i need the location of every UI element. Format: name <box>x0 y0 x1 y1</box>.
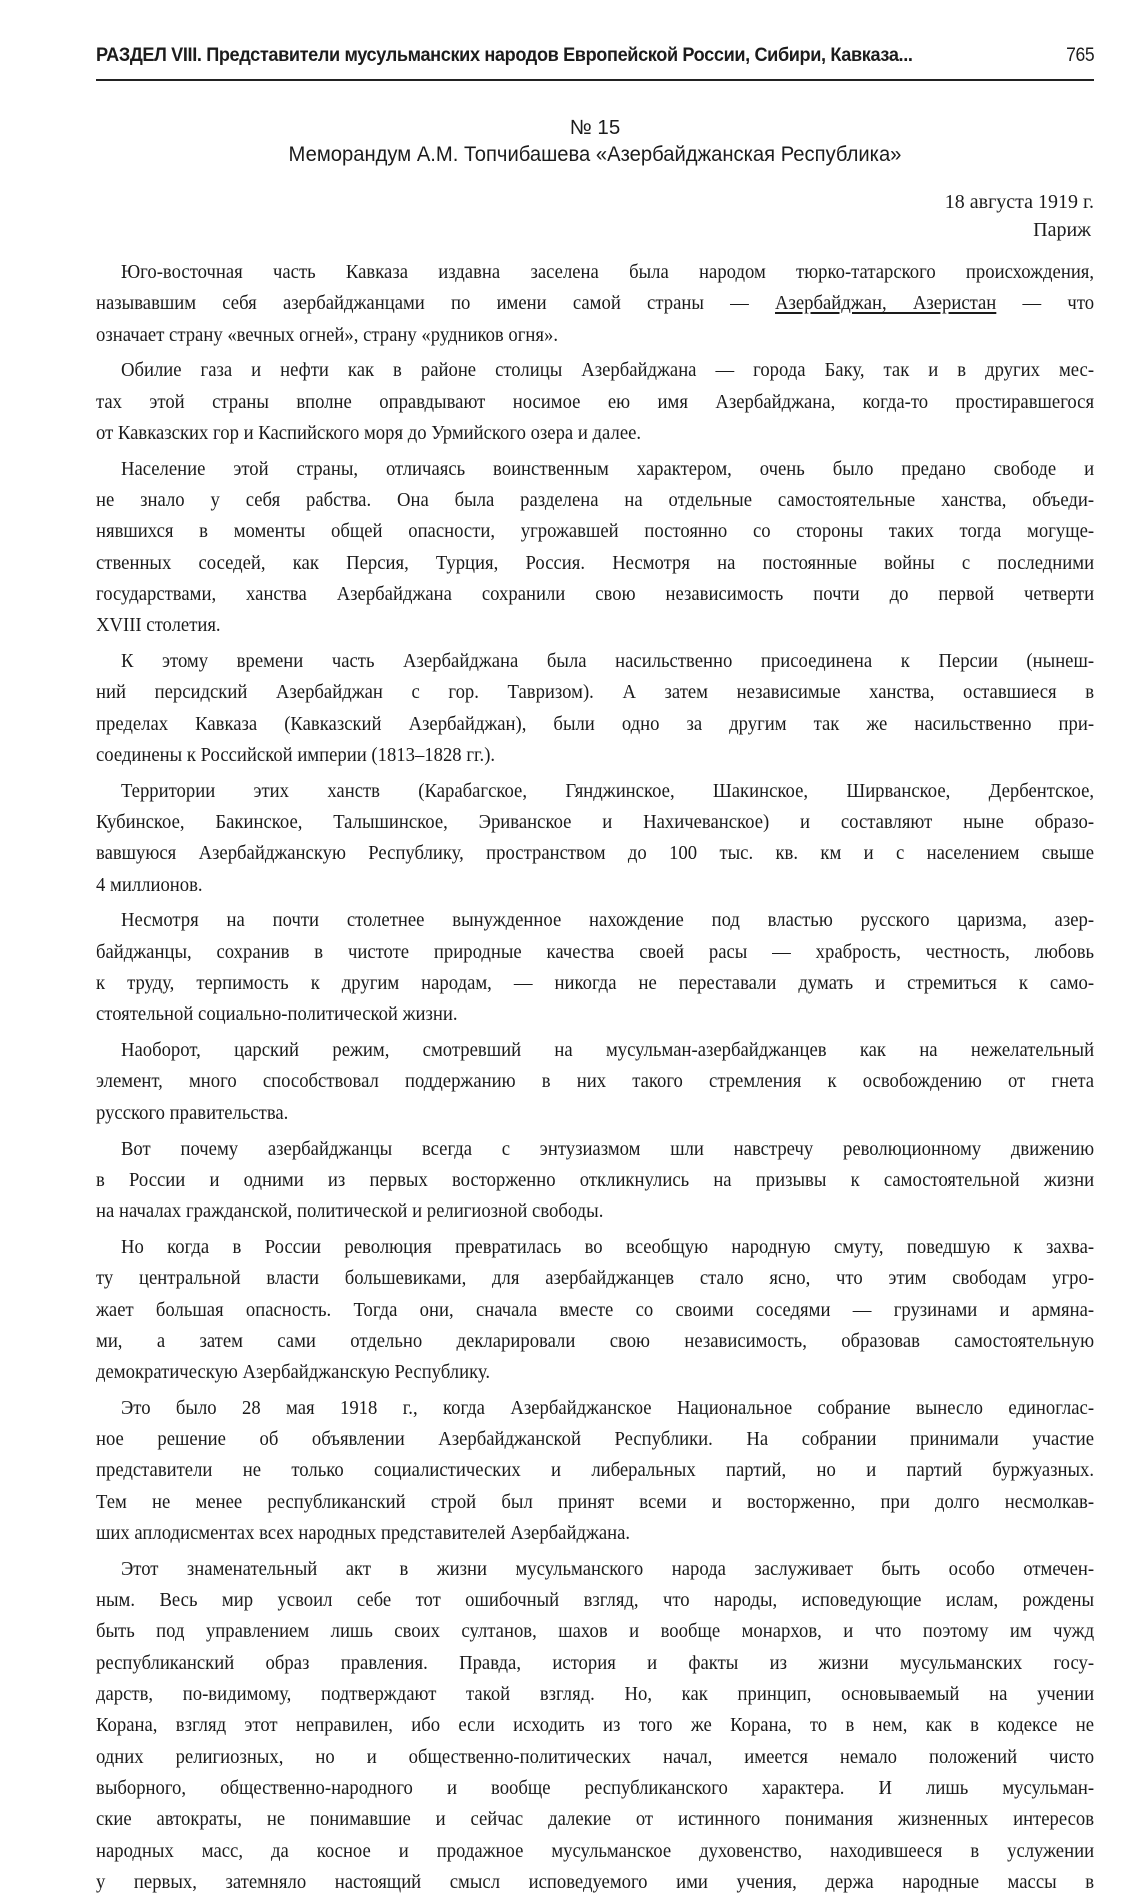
text-line <box>96 1648 1094 1679</box>
text-line <box>96 1165 1094 1196</box>
line-text: демократическую Азербайджанскую Республику. <box>96 1361 491 1384</box>
text-line <box>96 320 1094 351</box>
line-text: — что <box>996 292 1095 315</box>
running-head-section: РАЗДЕЛ VIII. Представители мусульманских народов Европейской России, Сибири, Кавказа... <box>96 44 913 66</box>
underlined-country-names: Азербайджан, Азеристан <box>775 292 997 315</box>
line-text: ным. Весь мир усвоил себе тот ошибочный взгляд, что народы, исповедующие ислам, рождены <box>96 1589 1095 1612</box>
text-line <box>96 1554 1094 1585</box>
line-text: жает большая опасность. Тогда они, сначала вместе со своими соседями — грузинами и армяна- <box>96 1298 1095 1321</box>
line-text: называвшим себя азербайджанцами по имени самой страны — <box>96 292 776 315</box>
line-text: одних религиозных, но и общественно-политических начал, имеется немало положений чисто <box>96 1745 1095 1768</box>
line-text: Это было 28 мая 1918 г., когда Азербайджанское Национальное собрание вынесло единоглас- <box>120 1396 1095 1419</box>
line-text: у первых, затемняло настоящий смысл исповедуемого ими учения, держа народные массы в <box>96 1870 1095 1893</box>
text-line <box>96 1773 1094 1804</box>
line-text: Этот знаменательный акт в жизни мусульманского народа заслуживает быть особо отмечен- <box>120 1557 1095 1580</box>
line-text: Тем не менее республиканский строй был принят всеми и восторженно, при долго несмолкав- <box>96 1490 1095 1513</box>
text-line <box>96 646 1094 677</box>
text-line <box>96 1393 1094 1424</box>
line-text: 4 миллионов. <box>96 873 203 896</box>
dateline <box>945 188 1094 244</box>
text-line <box>96 870 1094 901</box>
line-text: представители не только социалистических и либеральных партий, но и партий буржуазных. <box>96 1459 1095 1482</box>
text-line <box>96 548 1094 579</box>
text-line <box>96 1066 1094 1097</box>
text-line <box>96 1804 1094 1835</box>
line-text: выборного, общественно-народного и вообще республиканского характера. И лишь мусульман- <box>96 1776 1095 1799</box>
text-line <box>96 355 1094 386</box>
text-line <box>96 1357 1094 1388</box>
page-number: 765 <box>1065 44 1094 66</box>
line-text: XVIII столетия. <box>96 614 221 637</box>
line-text: тах этой страны вполне оправдывают носимое ею имя Азербайджана, когда-то простиравшегося <box>96 390 1095 413</box>
text-line <box>96 1134 1094 1165</box>
line-text: Территории этих ханств (Карабагское, Гянджинское, Шакинское, Ширванское, Дербентское, <box>120 779 1095 802</box>
line-text: быть под управлением лишь своих султанов, шахов и вообще монархов, и что поэтому им чужд <box>96 1620 1095 1643</box>
text-line <box>96 999 1094 1030</box>
text-line <box>96 257 1094 288</box>
paragraph <box>96 1035 1094 1129</box>
text-line <box>96 1098 1094 1129</box>
text-line <box>96 1742 1094 1773</box>
line-text: ний персидский Азербайджан с гор. Тавризом). А затем независимые ханства, оставшиеся в <box>96 681 1095 704</box>
paragraph <box>96 646 1094 771</box>
line-text: к труду, терпимость к другим народам, — никогда не переставали думать и стремиться к само- <box>96 972 1095 995</box>
paragraph <box>96 355 1094 449</box>
line-text: Обилие газа и нефти как в районе столицы Азербайджана — города Баку, так и в других мес- <box>120 359 1095 382</box>
line-text: ственных соседей, как Персия, Турция, Россия. Несмотря на постоянные войны с последними <box>96 551 1095 574</box>
document-title: Меморандум А.М. Топчибашева «Азербайджанская Республика» <box>288 142 902 166</box>
document-number: № 15 <box>569 116 621 139</box>
text-line <box>96 1836 1094 1867</box>
line-text: байджанцы, сохранив в чистоте природные качества своей расы — храбрость, честность, любовь <box>96 940 1095 963</box>
line-text: ное решение об объявлении Азербайджанской Республики. На собрании принимали участие <box>96 1428 1095 1451</box>
text-line <box>96 677 1094 708</box>
line-text: вавшуюся Азербайджанскую Республику, пространством до 100 тыс. кв. км и с населением свыше <box>96 842 1095 865</box>
paragraph <box>96 1232 1094 1388</box>
body-text <box>96 257 1094 1903</box>
text-line <box>96 454 1094 485</box>
line-text: означает страну «вечных огней», страну «рудников огня». <box>96 323 558 346</box>
paragraph <box>96 1134 1094 1228</box>
text-line <box>96 709 1094 740</box>
text-line <box>96 1679 1094 1710</box>
text-line <box>96 1035 1094 1066</box>
paragraph <box>96 1554 1094 1898</box>
document-date: 18 августа 1919 г. <box>944 191 1094 213</box>
line-text: Население этой страны, отличаясь воинственным характером, очень было предано свободе и <box>120 457 1095 480</box>
text-line <box>96 937 1094 968</box>
text-line <box>96 1518 1094 1549</box>
line-text: Юго-восточная часть Кавказа издавна заселена была народом тюрко-татарского происхождения, <box>120 261 1095 283</box>
running-head <box>96 44 1094 67</box>
text-line <box>96 1455 1094 1486</box>
line-text: от Кавказских гор и Каспийского моря до Урмийского озера и далее. <box>96 421 642 444</box>
paragraph <box>96 1393 1094 1549</box>
line-text: дарств, по-видимому, подтверждают такой взгляд. Но, как принцип, основываемый на учении <box>96 1683 1095 1706</box>
paragraph <box>96 454 1094 642</box>
text-line <box>96 838 1094 869</box>
line-text: Вот почему азербайджанцы всегда с энтузиазмом шли навстречу революционному движению <box>120 1137 1095 1160</box>
line-text: ших аплодисментах всех народных представителей Азербайджана. <box>96 1522 631 1545</box>
text-line <box>96 807 1094 838</box>
text-line <box>96 776 1094 807</box>
line-text: Кубинское, Бакинское, Талышинское, Эриванское и Нахичеванское) и составляют ныне образо- <box>96 811 1095 834</box>
text-line <box>96 1295 1094 1326</box>
line-text: народных масс, да косное и продажное мусульманское духовенство, находившееся в услужении <box>96 1839 1095 1862</box>
text-line <box>96 1263 1094 1294</box>
line-text: в России и одними из первых восторженно откликнулись на призывы к самостоятельной жизни <box>96 1168 1095 1191</box>
text-line <box>96 579 1094 610</box>
text-line <box>96 485 1094 516</box>
line-text: Наоборот, царский режим, смотревший на мусульман-азербайджанцев как на нежелательный <box>120 1039 1095 1062</box>
text-line <box>96 610 1094 641</box>
line-text: ми, а затем сами отдельно декларировали свою независимость, образовав самостоятельную <box>96 1329 1095 1352</box>
text-line <box>96 1326 1094 1357</box>
text-line <box>96 740 1094 771</box>
line-text: государствами, ханства Азербайджана сохранили свою независимость почти до первой четверти <box>96 582 1095 605</box>
paragraph <box>96 905 1094 1030</box>
text-line <box>96 1196 1094 1227</box>
text-line <box>96 1232 1094 1263</box>
line-text: русского правительства. <box>96 1101 289 1124</box>
line-text: ские автократы, не понимавшие и сейчас далекие от истинного понимания жизненных интересов <box>96 1808 1095 1831</box>
line-text: нявшихся в моменты общей опасности, угрожавшей постоянно со стороны таких тогда могуще- <box>96 520 1095 543</box>
text-line <box>96 1585 1094 1616</box>
text-line <box>96 1424 1094 1455</box>
line-text: ту центральной власти большевиками, для азербайджанцев стало ясно, что этим свободам угро- <box>96 1267 1095 1290</box>
line-text: республиканский образ правления. Правда, история и факты из жизни мусульманских госу- <box>96 1651 1095 1674</box>
text-line <box>96 1616 1094 1647</box>
paragraph <box>96 776 1094 901</box>
text-line <box>96 1487 1094 1518</box>
text-line <box>96 1867 1094 1898</box>
text-line <box>96 418 1094 449</box>
line-text: стоятельной социально-политической жизни. <box>96 1003 458 1026</box>
line-text: пределах Кавказа (Кавказский Азербайджан), были одно за другим так же насильственно при- <box>96 712 1095 735</box>
text-line <box>96 288 1094 319</box>
text-line <box>96 387 1094 418</box>
line-text: не знало у себя рабства. Она была разделена на отдельные самостоятельные ханства, объеди- <box>96 489 1095 512</box>
paragraph <box>96 257 1094 351</box>
text-line <box>96 1710 1094 1741</box>
line-text: соединены к Российской империи (1813–1828 гг.). <box>96 743 496 766</box>
document-place: Париж <box>1033 219 1091 241</box>
text-line <box>96 516 1094 547</box>
line-text: Но когда в России революция превратилась во всеобщую народную смуту, поведшую к захва- <box>120 1235 1095 1258</box>
line-text: элемент, много способствовал поддержанию в них такого стремления к освобождению от гнета <box>96 1070 1095 1093</box>
line-text: К этому времени часть Азербайджана была насильственно присоединена к Персии (нынеш- <box>120 650 1095 673</box>
text-line <box>96 905 1094 936</box>
header-rule <box>96 79 1094 81</box>
line-text: на началах гражданской, политической и религиозной свободы. <box>96 1200 604 1223</box>
line-text: Несмотря на почти столетнее вынужденное нахождение под властью русского царизма, азер- <box>120 909 1095 932</box>
line-text: Корана, взгляд этот неправилен, ибо если исходить из того же Корана, то в нем, как в кодексе не <box>96 1714 1095 1737</box>
text-line <box>96 968 1094 999</box>
